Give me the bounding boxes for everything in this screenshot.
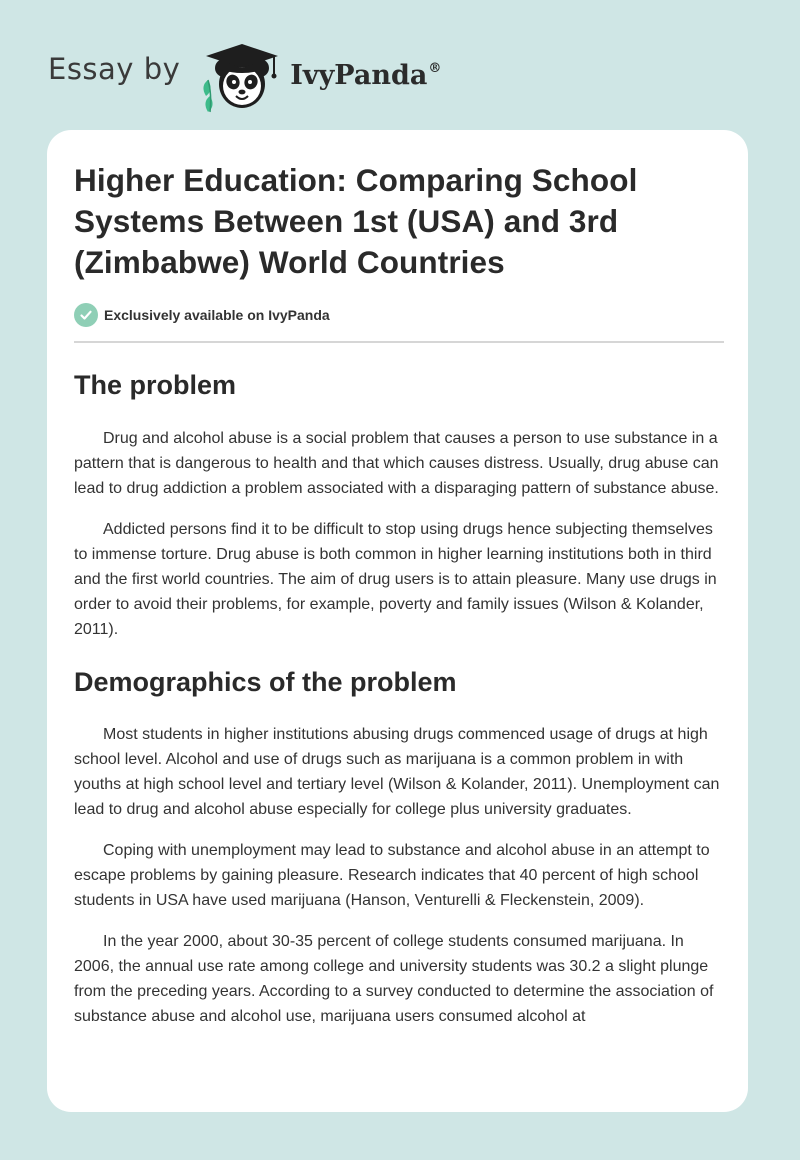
site-header [48, 34, 441, 114]
brand-name-text: IvyPanda [290, 59, 428, 91]
exclusive-label: Exclusively available on IvyPanda [104, 307, 330, 323]
paragraph: Most students in higher institutions abusing drugs commenced usage of drugs at high school level. Alcohol and use of drugs such as marijuana is a common problem in with youths at high school level and tertiary level (Wilson & Kolander, 2011). Unemployment can lead to drug and alcohol abuse especially for college plus university graduates. [74, 726, 720, 818]
essay-content [74, 160, 724, 1029]
paragraph: Drug and alcohol abuse is a social problem that causes a person to use substance in a pattern that is dangerous to health and that which causes distress. Usually, drug abuse can lead to drug addiction a problem associated with a disparaging pattern of substance abuse. [74, 430, 719, 497]
title-divider [74, 341, 724, 343]
section-heading-demographics: Demographics of the problem [74, 667, 457, 697]
paragraph: Addicted persons find it to be difficult to stop using drugs hence subjecting themselves to immense torture. Drug abuse is both common in higher learning institutions both in third and the first world countries. The aim of drug users is to attain pleasure. Many use drugs in order to avoid their problems, for example, poverty and family issues (Wilson & Kolander, 2011). [74, 521, 717, 638]
brand-name[interactable] [290, 60, 441, 91]
section-heading-problem: The problem [74, 370, 237, 400]
registered-mark: ® [428, 60, 442, 76]
panda-logo-icon[interactable] [194, 34, 286, 114]
paragraph: Coping with unemployment may lead to substance and alcohol abuse in an attempt to escape problems by gaining pleasure. Research indicates that 40 percent of high school students in USA have used marijuana (Hanson, Venturelli & Fleckenstein, 2009). [74, 842, 710, 909]
essay-title: Higher Education: Comparing School Systems Between 1st (USA) and 3rd (Zimbabwe) World Countries [74, 162, 638, 280]
check-icon [74, 303, 98, 327]
paragraph: In the year 2000, about 30-35 percent of college students consumed marijuana. In 2006, the annual use rate among college and university students was 30.2 a slight plunge from the preceding years. According to a survey conducted to determine the association of substance abuse and alcohol use, marijuana users consumed alcohol at [74, 933, 714, 1025]
essay-by-label: Essay by [48, 52, 181, 86]
exclusive-notice [74, 303, 724, 327]
essay-card [47, 130, 748, 1112]
